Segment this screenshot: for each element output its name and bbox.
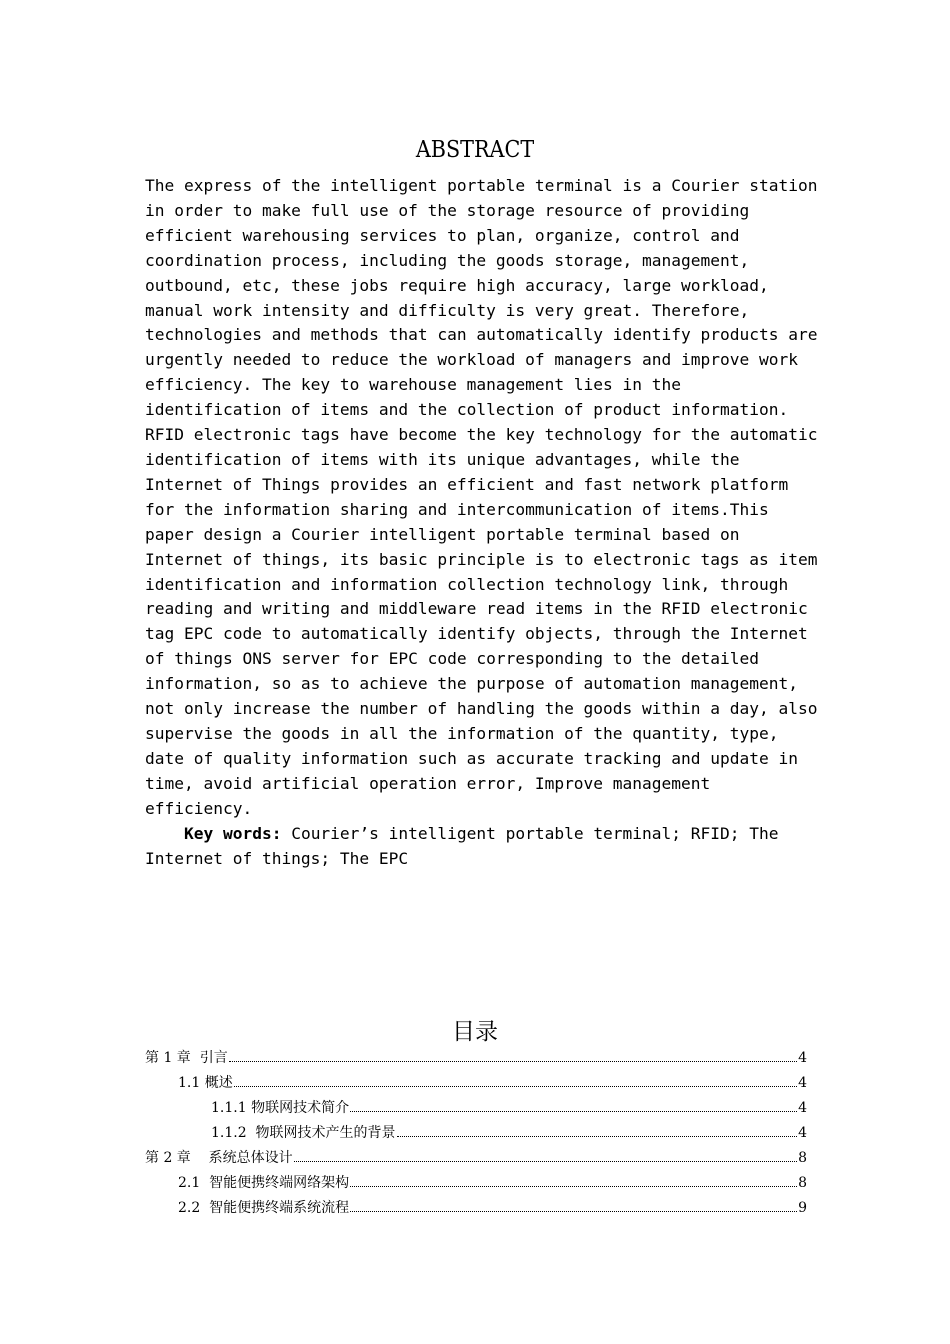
toc-leader-dots: [397, 1136, 798, 1137]
abstract-title: ABSTRACT: [415, 137, 535, 163]
toc-leader-dots: [229, 1061, 797, 1062]
abstract-line: identification and information collection technology link, through: [145, 574, 789, 594]
toc-entry[interactable]: [145, 1121, 807, 1146]
abstract-line: tag EPC code to automatically identify objects, through the Internet: [145, 624, 808, 644]
toc-entry-text: 1.1.1 物联网技术简介: [211, 1100, 350, 1116]
toc-entry[interactable]: [145, 1096, 807, 1121]
toc-entry[interactable]: [145, 1071, 807, 1096]
toc-entry[interactable]: [145, 1171, 807, 1196]
toc-entry-page: 4: [798, 1075, 807, 1091]
toc-leader-dots: [350, 1211, 797, 1212]
abstract-line: efficient warehousing services to plan, organize, control and: [145, 225, 740, 245]
abstract-line: efficiency. The key to warehouse management lies in the: [145, 375, 682, 395]
toc-entry-text: 1.1.2 物联网技术产生的背景: [211, 1125, 396, 1141]
toc-leader-dots: [294, 1161, 797, 1162]
abstract-line: for the information sharing and intercommunication of items.This: [145, 499, 769, 519]
abstract-line: not only increase the number of handling the goods within a day, also: [145, 699, 818, 719]
toc-entry-page: 4: [798, 1100, 807, 1116]
table-of-contents: [145, 1046, 807, 1221]
abstract-line: manual work intensity and difficulty is very great. Therefore,: [145, 300, 750, 320]
toc-entry-page: 8: [798, 1150, 807, 1166]
toc-entry-text: 2.1 智能便携终端网络架构: [178, 1175, 350, 1191]
abstract-line: reading and writing and middleware read items in the RFID electronic: [145, 599, 808, 619]
abstract-line: identification of items and the collection of product information.: [145, 400, 789, 420]
abstract-line: time, avoid artificial operation error, Improve management: [145, 773, 711, 793]
toc-leader-dots: [234, 1086, 797, 1087]
abstract-line: efficiency.: [145, 798, 253, 818]
keywords: [145, 822, 815, 872]
abstract-line: technologies and methods that can automatically identify products are: [145, 325, 818, 345]
abstract-line: supervise the goods in all the information of the quantity, type,: [145, 723, 779, 743]
toc-entry[interactable]: [145, 1046, 807, 1071]
abstract-line: of things ONS server for EPC code corresponding to the detailed: [145, 649, 759, 669]
toc-leader-dots: [350, 1186, 797, 1187]
toc-entry-page: 9: [798, 1200, 807, 1216]
toc-entry[interactable]: [145, 1146, 807, 1171]
abstract-line: Internet of things, its basic principle is to electronic tags as item: [145, 549, 818, 569]
toc-leader-dots: [350, 1111, 797, 1112]
abstract-line: date of quality information such as accurate tracking and update in: [145, 748, 798, 768]
abstract-line: in order to make full use of the storage resource of providing: [145, 200, 750, 220]
toc-entry-text: 第 2 章 系统总体设计: [145, 1150, 293, 1166]
toc-entry-text: 1.1 概述: [178, 1075, 233, 1091]
abstract-line: information, so as to achieve the purpose of automation management,: [145, 674, 798, 694]
abstract-line: The express of the intelligent portable terminal is a Courier station: [145, 176, 818, 195]
abstract-line: urgently needed to reduce the workload of managers and improve work: [145, 350, 798, 370]
toc-entry-text: 2.2 智能便携终端系统流程: [178, 1200, 350, 1216]
abstract-line: identification of items with its unique advantages, while the: [145, 449, 740, 469]
keywords-line-2: Internet of things; The EPC: [145, 848, 409, 868]
toc-title: 目录: [452, 1019, 498, 1045]
toc-entry-page: 4: [798, 1125, 807, 1141]
abstract-line: outbound, etc, these jobs require high accuracy, large workload,: [145, 275, 769, 295]
toc-entry-page: 8: [798, 1175, 807, 1191]
abstract-line: coordination process, including the goods storage, management,: [145, 250, 750, 270]
abstract-line: RFID electronic tags have become the key technology for the automatic: [145, 425, 818, 445]
toc-entry-page: 4: [798, 1050, 807, 1066]
keywords-line-1: [145, 822, 815, 847]
toc-entry[interactable]: [145, 1196, 807, 1221]
abstract-line: Internet of Things provides an efficient and fast network platform: [145, 474, 789, 494]
abstract-body: [145, 174, 818, 822]
toc-entry-text: 第 1 章 引言: [145, 1050, 228, 1066]
keywords-text: Courier’s intelligent portable terminal; RFID; The: [281, 824, 779, 843]
keywords-label: Key words:: [183, 824, 282, 843]
abstract-line: paper design a Courier intelligent portable terminal based on: [145, 524, 740, 544]
